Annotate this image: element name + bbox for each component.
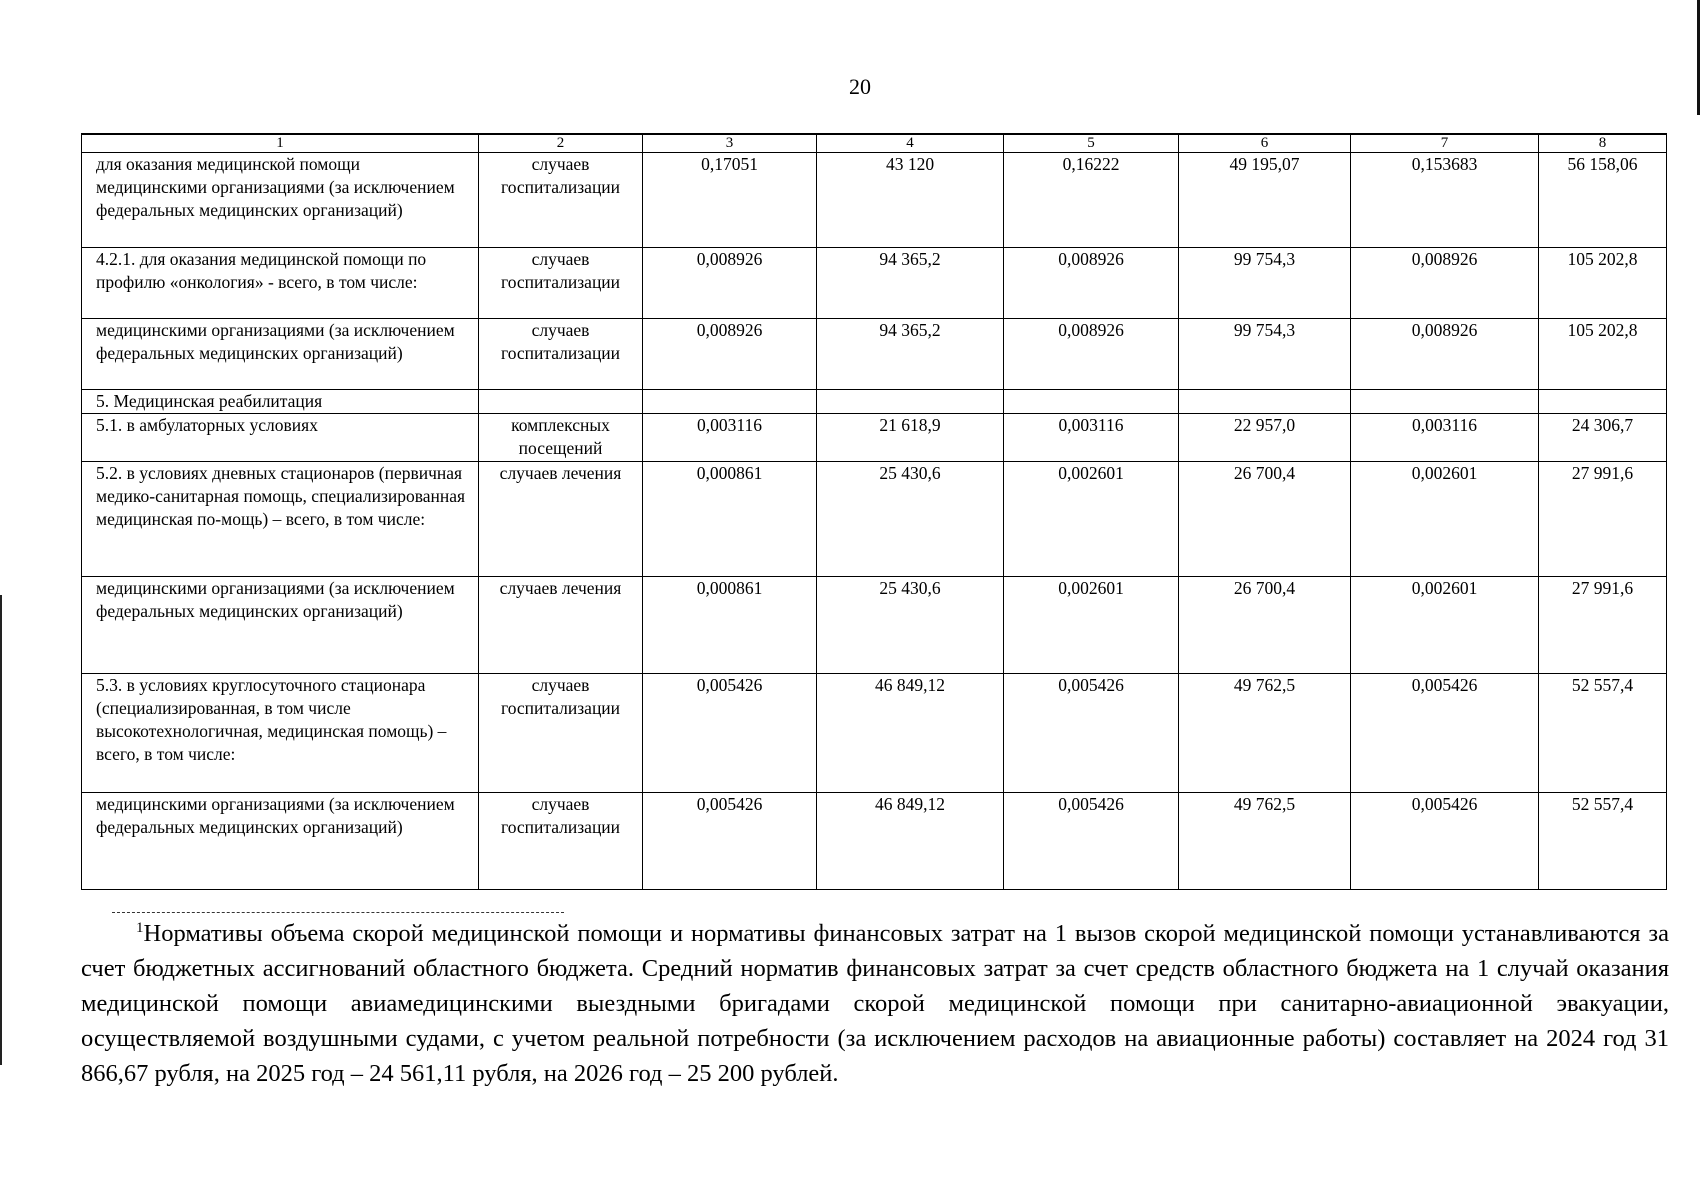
cell-col6: 99 754,3 [1179,319,1351,390]
cell-col5: 0,002601 [1004,576,1179,673]
row-unit [479,390,643,414]
cell-col8: 27 991,6 [1539,576,1667,673]
cell-col4: 21 618,9 [817,414,1004,461]
row-unit: случаев лечения [479,576,643,673]
header-cell: 3 [643,134,817,153]
table-row [82,461,1667,576]
page-number: 20 [849,74,871,99]
footnote-separator [112,912,564,913]
row-name: 4.2.1. для оказания медицинской помощи по профилю «онкология» - всего, в том числе: [82,248,479,319]
cell-col8: 24 306,7 [1539,414,1667,461]
cell-col3: 0,17051 [643,153,817,248]
row-unit: комплексных посещений [479,414,643,461]
cell-col7: 0,008926 [1351,248,1539,319]
cell-col8: 56 158,06 [1539,153,1667,248]
header-cell: 5 [1004,134,1179,153]
cell-col6: 26 700,4 [1179,461,1351,576]
cell-col3: 0,005426 [643,673,817,792]
row-name: медицинскими организациями (за исключением федеральных медицинских организаций) [82,319,479,390]
cell-col5: 0,005426 [1004,673,1179,792]
table-row [82,414,1667,461]
cell-col3: 0,000861 [643,461,817,576]
scan-edge-left [0,595,2,1065]
table-row [82,390,1667,414]
cell-col4: 25 430,6 [817,461,1004,576]
cell-col6: 49 195,07 [1179,153,1351,248]
header-cell: 6 [1179,134,1351,153]
cell-col4: 46 849,12 [817,673,1004,792]
cell-col6: 49 762,5 [1179,673,1351,792]
cell-col8: 105 202,8 [1539,248,1667,319]
cell-col5 [1004,390,1179,414]
cell-col8: 105 202,8 [1539,319,1667,390]
cell-col3 [643,390,817,414]
cell-col3: 0,003116 [643,414,817,461]
cell-col7: 0,002601 [1351,461,1539,576]
cell-col8: 52 557,4 [1539,673,1667,792]
cell-col4: 94 365,2 [817,319,1004,390]
row-name: 5. Медицинская реабилитация [82,390,479,414]
header-cell: 4 [817,134,1004,153]
footnote-text: Нормативы объема скорой медицинской помощи и нормативы финансовых затрат на 1 вызов скорой медицинской помощи устанавливаются за счет бюджетных ассигнований областного бюджета. Средний норматив финансовых затрат за счет средств областного бюджета на 1 случай оказания медицинской помощи авиамедицинскими выездными бригадами скорой медицинской помощи при санитарно-авиационной эвакуации, осуществляемой воздушными судами, с учетом реальной потребности (за исключением расходов на авиационные работы) составляет на 2024 год 31 866,67 рубля, на 2025 год – 24 561,11 рубля, на 2026 год – 25 200 рублей. [81,920,1669,1087]
cell-col5: 0,002601 [1004,461,1179,576]
cell-col6: 26 700,4 [1179,576,1351,673]
row-unit: случаев госпитализации [479,673,643,792]
cell-col6 [1179,390,1351,414]
cell-col6: 22 957,0 [1179,414,1351,461]
table-row [82,792,1667,889]
row-name: медицинскими организациями (за исключением федеральных медицинских организаций) [82,792,479,889]
cell-col7: 0,005426 [1351,792,1539,889]
cell-col5: 0,008926 [1004,319,1179,390]
table-row [82,576,1667,673]
row-unit: случаев госпитализации [479,319,643,390]
header-cell: 2 [479,134,643,153]
row-name: медицинскими организациями (за исключением федеральных медицинских организаций) [82,576,479,673]
cell-col8: 27 991,6 [1539,461,1667,576]
cell-col5: 0,003116 [1004,414,1179,461]
cell-col5: 0,008926 [1004,248,1179,319]
row-unit: случаев лечения [479,461,643,576]
cell-col6: 99 754,3 [1179,248,1351,319]
row-name: 5.2. в условиях дневных стационаров (первичная медико-санитарная помощь, специализированная медицинская по-мощь) – всего, в том числе: [82,461,479,576]
cell-col3: 0,008926 [643,248,817,319]
cell-col7: 0,003116 [1351,414,1539,461]
cell-col4: 25 430,6 [817,576,1004,673]
cell-col7: 0,005426 [1351,673,1539,792]
cell-col7: 0,002601 [1351,576,1539,673]
cell-col4: 94 365,2 [817,248,1004,319]
cell-col4: 43 120 [817,153,1004,248]
cell-col7 [1351,390,1539,414]
cell-col3: 0,005426 [643,792,817,889]
cell-col3: 0,000861 [643,576,817,673]
table-row [82,153,1667,248]
row-name: для оказания медицинской помощи медицинскими организациями (за исключением федеральных медицинских организаций) [82,153,479,248]
footnote [81,916,1669,1091]
table-row [82,673,1667,792]
row-name: 5.1. в амбулаторных условиях [82,414,479,461]
cell-col5: 0,005426 [1004,792,1179,889]
header-cell: 1 [82,134,479,153]
cell-col4: 46 849,12 [817,792,1004,889]
standards-table [81,133,1667,890]
cell-col7: 0,153683 [1351,153,1539,248]
table-row [82,319,1667,390]
footnote-marker: 1 [136,920,144,936]
header-cell: 8 [1539,134,1667,153]
cell-col7: 0,008926 [1351,319,1539,390]
row-unit: случаев госпитализации [479,792,643,889]
header-cell: 7 [1351,134,1539,153]
row-name: 5.3. в условиях круглосуточного стационара (специализированная, в том числе высокотехнологичная, медицинская помощь) – всего, в том числе: [82,673,479,792]
cell-col6: 49 762,5 [1179,792,1351,889]
cell-col5: 0,16222 [1004,153,1179,248]
cell-col8: 52 557,4 [1539,792,1667,889]
cell-col8 [1539,390,1667,414]
row-unit: случаев госпитализации [479,153,643,248]
table-row [82,248,1667,319]
row-unit: случаев госпитализации [479,248,643,319]
cell-col4 [817,390,1004,414]
cell-col3: 0,008926 [643,319,817,390]
table-header-row [82,134,1667,153]
